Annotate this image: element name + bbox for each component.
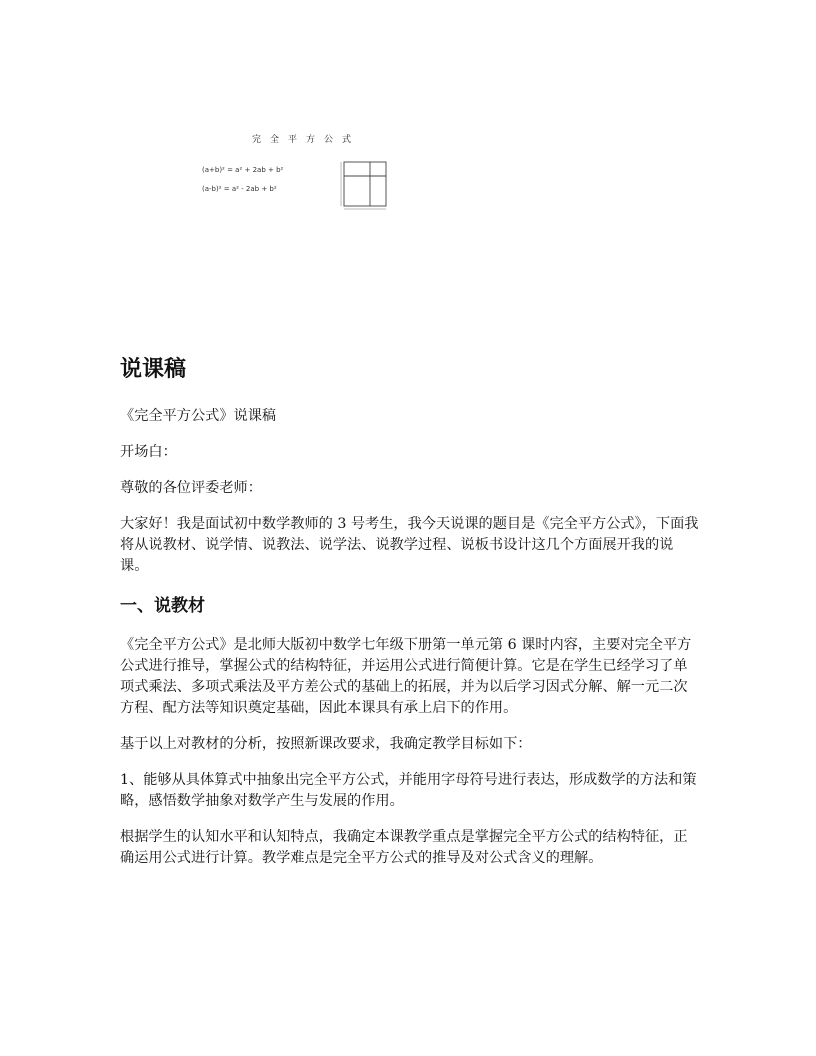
- formula-sum-square: (a+b)² = a² + 2ab + b²: [202, 166, 284, 174]
- paragraph-greeting: 尊敬的各位评委老师：: [120, 480, 262, 496]
- paragraph-opening: 开场白：: [120, 444, 177, 460]
- board-title: 完全平方公式: [252, 135, 361, 145]
- section-heading-textbook: 一、说教材: [120, 596, 205, 616]
- diagram-outer-square: [344, 162, 386, 206]
- paragraph-introduction: 大家好！我是面试初中数学教师的 3 号考生，我今天说课的题目是《完全平方公式》，下面我将从说教材、说学情、说教法、说学法、说教学过程、说板书设计这几个方面展开我的说课。: [120, 516, 699, 574]
- paragraph-goals-intro: 基于以上对教材的分析，按照新课改要求，我确定教学目标如下：: [120, 736, 532, 752]
- paragraph-goal-1: 1、能够从具体算式中抽象出完全平方公式，并能用字母符号进行表达，形成数学的方法和策略，感悟数学抽象对数学产生与发展的作用。: [120, 772, 697, 809]
- document-title: 说课稿: [120, 357, 187, 382]
- square-area-diagram: [340, 160, 388, 212]
- board-figure: [196, 128, 396, 218]
- paragraph-subtitle: 《完全平方公式》说课稿: [120, 408, 277, 424]
- document-body: [120, 352, 700, 884]
- paragraph-textbook-analysis: 《完全平方公式》是北师大版初中数学七年级下册第一单元第 6 课时内容，主要对完全平方公式进行推导，掌握公式的结构特征，并运用公式进行简便计算。它是在学生已经学习了单项式乘法、多项式乘法及平方差公式的基础上的拓展，并为以后学习因式分解、解一元二次方程、配方法等知识奠定基础，因此本课具有承上启下的作用。: [120, 637, 692, 716]
- paragraph-key-points: 根据学生的认知水平和认知特点，我确定本课教学重点是掌握完全平方公式的结构特征，正确运用公式进行计算。教学难点是完全平方公式的推导及对公式含义的理解。: [120, 829, 688, 866]
- formula-difference-square: (a-b)² = a² - 2ab + b²: [202, 185, 277, 193]
